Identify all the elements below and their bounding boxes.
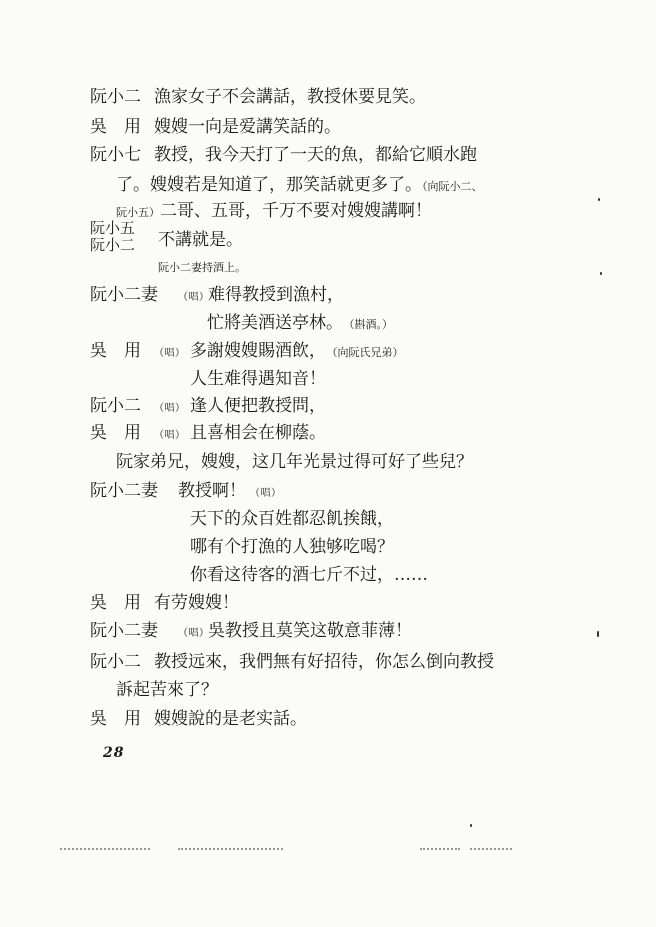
sung-note: （唱） (250, 488, 282, 499)
continuation-line (116, 452, 473, 472)
scan-speck (598, 198, 600, 201)
line-text: 教授远來，我們無有好招待，你怎么倒向教授 (154, 652, 494, 672)
speaker: 阮小二妻 (90, 481, 158, 501)
dialogue-line (90, 652, 494, 672)
line-text: 漁家女子不会講話，教授休要見笑。 (154, 87, 426, 107)
line-text: 教授，我今天打了一天的魚，都給它順水跑 (154, 145, 477, 165)
scan-speck (597, 631, 599, 637)
speaker: 吳 用 (90, 117, 141, 137)
dialogue-line (90, 621, 412, 644)
sung-note: （唱） (154, 403, 186, 414)
speaker: 阮小五 (90, 219, 136, 237)
dialogue-line (90, 285, 344, 308)
dialogue-line (90, 481, 282, 504)
verse-line (190, 565, 428, 585)
line-text: 且喜相会在柳蔭。 (190, 423, 326, 443)
line-text: 了。嫂嫂若是知道了，那笑話就更多了。 (116, 175, 422, 195)
dialogue-line (90, 145, 477, 165)
line-text: 有劳嫂嫂！ (154, 593, 239, 613)
line-text: 多謝嫂嫂賜酒飲， (190, 341, 326, 361)
line-text: 难得教授到漁村， (208, 285, 344, 305)
dialogue-line (90, 709, 307, 729)
sung-note: （唱） (178, 628, 210, 639)
line-text: 阮家弟兄，嫂嫂，这几年光景过得可好了些兒？ (116, 452, 473, 472)
dialogue-line (90, 396, 326, 419)
line-text: 逢人便把教授問， (190, 396, 326, 416)
continuation-line (116, 201, 432, 223)
scan-noise (420, 848, 460, 852)
scan-noise (60, 848, 150, 852)
page-number: 28 (103, 745, 125, 761)
dialogue-line (90, 87, 426, 107)
scan-speck (600, 272, 602, 275)
dialogue-line (90, 117, 341, 137)
speaker: 阮小七 (90, 145, 141, 165)
continuation-line (190, 369, 326, 389)
joint-speakers (90, 220, 154, 254)
stage-direction: （斟酒。） (349, 318, 393, 331)
verse-line (190, 537, 394, 557)
speaker: 阮小二 (90, 87, 141, 107)
line-text: 哪有个打漁的人独够吃喝？ (190, 537, 394, 557)
stage-direction: （向阮氏兄弟） (332, 346, 404, 359)
speaker: 吳 用 (90, 593, 141, 613)
speaker: 阮小二妻 (90, 285, 158, 305)
continuation-line (116, 680, 218, 700)
line-text: 人生难得遇知音！ (190, 369, 326, 389)
line-text: 忙將美酒送亭林。 (207, 313, 343, 333)
sung-note: （唱） (154, 430, 186, 441)
stage-direction: （向阮小二、 (422, 180, 483, 193)
scan-noise (470, 848, 512, 852)
speaker: 吳 用 (90, 341, 141, 361)
line-text: 天下的众百姓都忍飢挨餓， (190, 509, 394, 529)
scan-noise (178, 848, 283, 852)
continuation-line (207, 313, 393, 335)
speaker: 吳 用 (90, 709, 141, 729)
dialogue-line (90, 341, 404, 364)
line-text: 嫂嫂一向是爱講笑話的。 (154, 117, 341, 137)
line-text: 訴起苦來了？ (116, 680, 218, 700)
verse-line (190, 509, 394, 529)
sung-note: （唱） (178, 292, 210, 303)
speaker: 阮小二妻 (90, 621, 158, 641)
line-text: 吳教授且莫笑这敬意菲薄！ (208, 621, 412, 641)
speaker: 阮小二 (90, 396, 141, 416)
line-text: 不講就是。 (158, 230, 243, 250)
speaker: 吳 用 (90, 423, 141, 443)
dialogue-line (90, 423, 326, 446)
speaker: 阮小二 (90, 236, 136, 254)
stage-direction: 阮小二妻持酒上。 (158, 261, 246, 274)
scan-speck (470, 824, 472, 827)
speaker: 阮小二 (90, 652, 141, 672)
line-text: 教授啊！ (178, 481, 246, 501)
dialogue-line (90, 593, 239, 613)
line-text: 嫂嫂說的是老实話。 (154, 709, 307, 729)
sung-note: （唱） (154, 348, 186, 359)
line-text: 二哥、五哥，千万不要对嫂嫂講啊！ (160, 201, 432, 221)
stage-direction: 阮小五） (116, 206, 160, 219)
continuation-line (116, 175, 483, 197)
line-text: 你看这待客的酒七斤不过，…… (190, 565, 428, 585)
